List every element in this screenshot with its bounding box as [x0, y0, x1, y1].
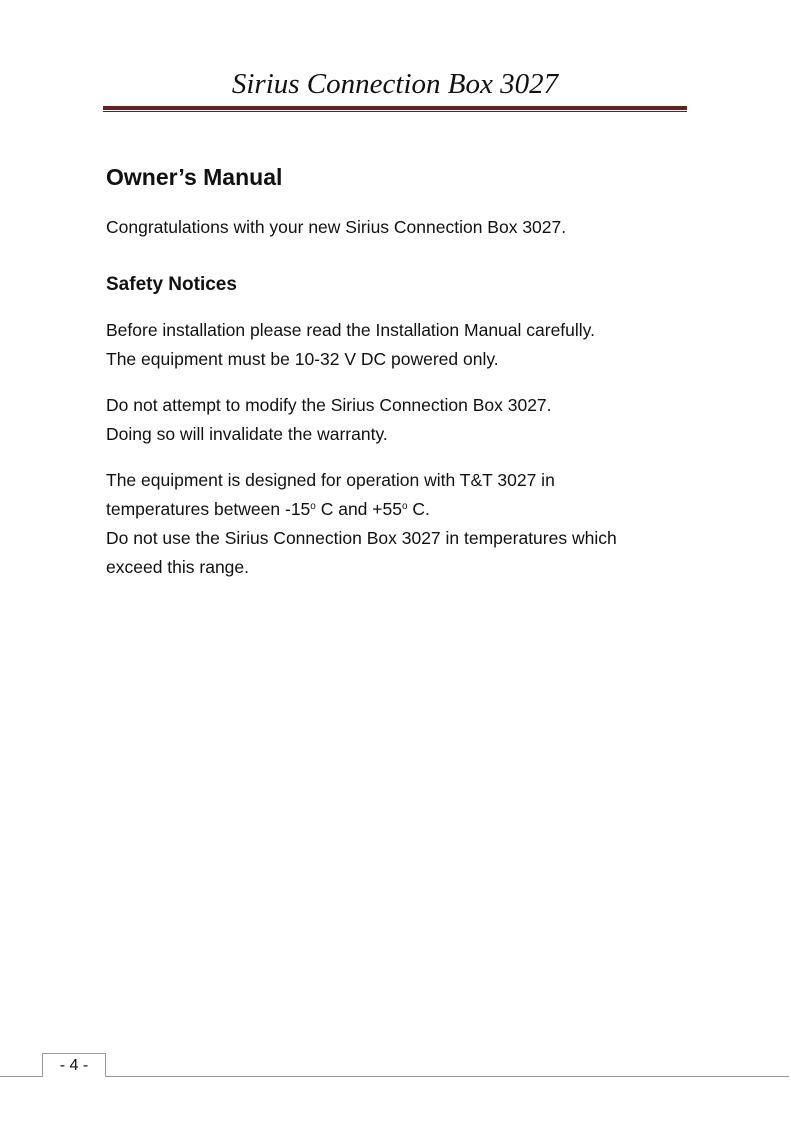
temp-range-text-b: C and +55 [315, 499, 402, 519]
page-content [106, 160, 706, 582]
safety-paragraph-1 [106, 316, 706, 374]
safety-paragraph-2 [106, 391, 706, 449]
safety-heading: Safety Notices [106, 274, 237, 295]
header-rule-thin [103, 111, 687, 112]
temp-range-text-c: C. [407, 499, 430, 519]
safety-paragraph-3-line-3: Do not use the Sirius Connection Box 3027 in temperatures which [106, 528, 617, 548]
intro-paragraph: Congratulations with your new Sirius Connection Box 3027. [106, 217, 567, 237]
header-rule [103, 106, 687, 110]
safety-paragraph-2-line-1: Do not attempt to modify the Sirius Connection Box 3027. [106, 395, 552, 415]
degree-mark-low: o [310, 501, 316, 512]
safety-paragraph-3-line-1: The equipment is designed for operation with T&T 3027 in [106, 470, 555, 490]
degree-mark-high: o [401, 501, 408, 512]
safety-paragraph-3 [106, 466, 706, 582]
temp-range-text-a: temperatures between -15 [106, 499, 311, 519]
safety-paragraph-3-line-4: exceed this range. [106, 557, 250, 577]
page-number: - 4 - [42, 1053, 106, 1077]
safety-paragraph-2-line-2: Doing so will invalidate the warranty. [106, 424, 388, 444]
section-title: Owner’s Manual [106, 164, 283, 190]
safety-paragraph-1-line-1: Before installation please read the Installation Manual carefully. [106, 320, 595, 340]
safety-paragraph-1-line-2: The equipment must be 10-32 V DC powered only. [106, 349, 499, 369]
footer-rule [0, 1076, 789, 1077]
document-title: Sirius Connection Box 3027 [231, 68, 559, 100]
safety-paragraph-3-line-2 [106, 499, 430, 519]
